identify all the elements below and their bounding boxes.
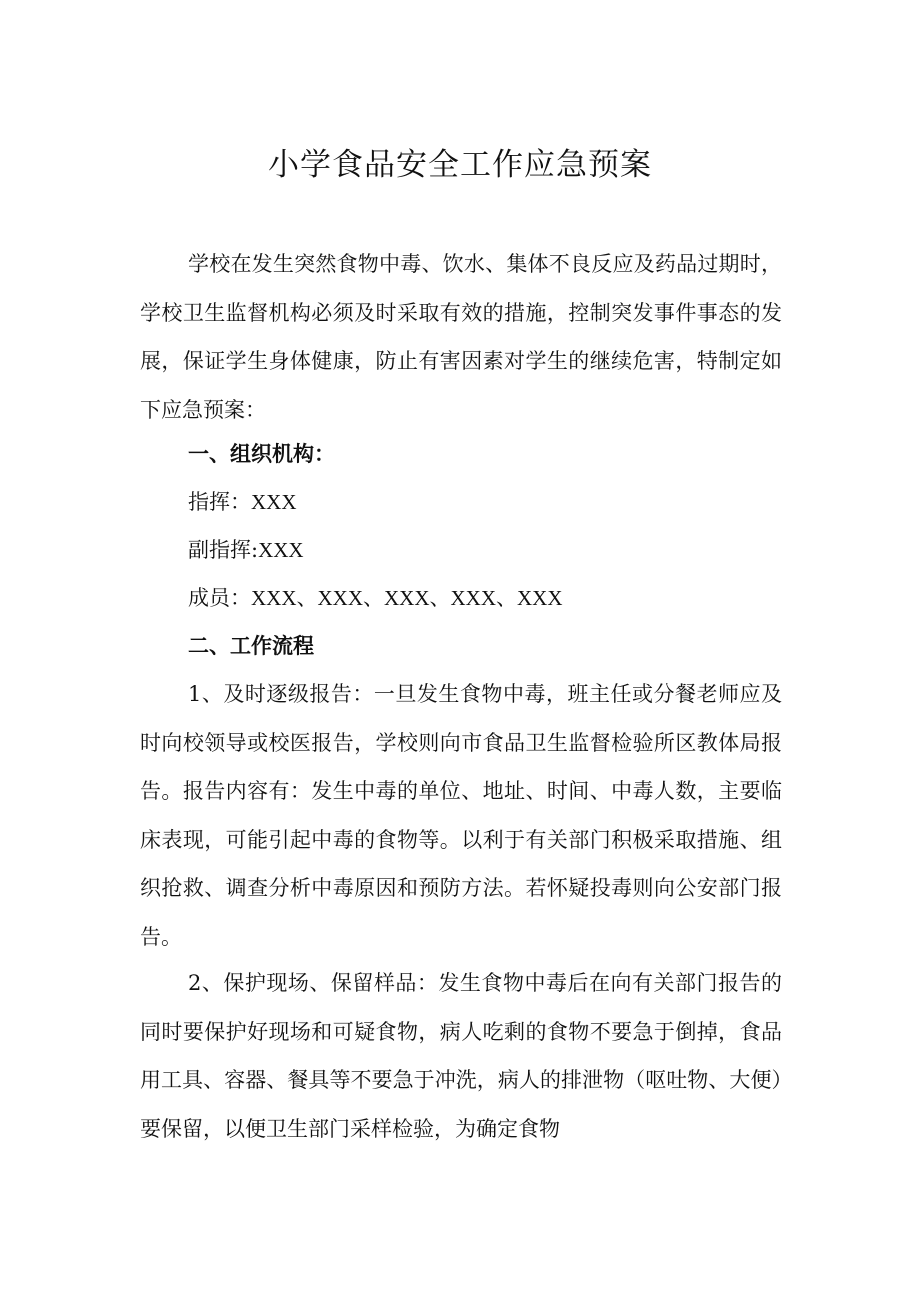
members-label: 成员： xyxy=(188,586,251,610)
members-value: XXX、XXX、XXX、XXX、XXX xyxy=(251,586,563,610)
section-heading-organization: 一、组织机构： xyxy=(188,442,335,466)
vice-commander-value: XXX xyxy=(258,538,304,562)
workflow-step-1: 1、及时逐级报告：一旦发生食物中毒，班主任或分餐老师应及时向校领导或校医报告，学校则向市食品卫生监督检验所区教体局报告。报告内容有：发生中毒的单位、地址、时间、中毒人数，主要临床表现，可能引起中毒的食物等。以利于有关部门积极采取措施、组织抢救、调查分析中毒原因和预防方法。若怀疑投毒则向公安部门报告。 xyxy=(140,682,782,949)
vice-commander-label: 副指挥: xyxy=(188,538,259,562)
commander-value: XXX xyxy=(251,490,297,514)
document-title: 小学食品安全工作应急预案 xyxy=(268,147,652,183)
vice-commander-line xyxy=(188,526,304,574)
members-line xyxy=(188,574,562,622)
commander-line xyxy=(188,478,297,526)
section-heading-workflow: 二、工作流程 xyxy=(188,634,314,658)
intro-paragraph: 学校在发生突然食物中毒、饮水、集体不良反应及药品过期时，学校卫生监督机构必须及时采取有效的措施，控制突发事件事态的发展，保证学生身体健康，防止有害因素对学生的继续危害，特制定如下应急预案： xyxy=(140,252,782,422)
commander-label: 指挥： xyxy=(188,490,251,514)
workflow-step-2: 2、保护现场、保留样品：发生食物中毒后在向有关部门报告的同时要保护好现场和可疑食物，病人吃剩的食物不要急于倒掉，食品用工具、容器、餐具等不要急于冲洗，病人的排泄物（呕吐物、大便）要保留，以便卫生部门采样检验，为确定食物 xyxy=(140,971,782,1141)
